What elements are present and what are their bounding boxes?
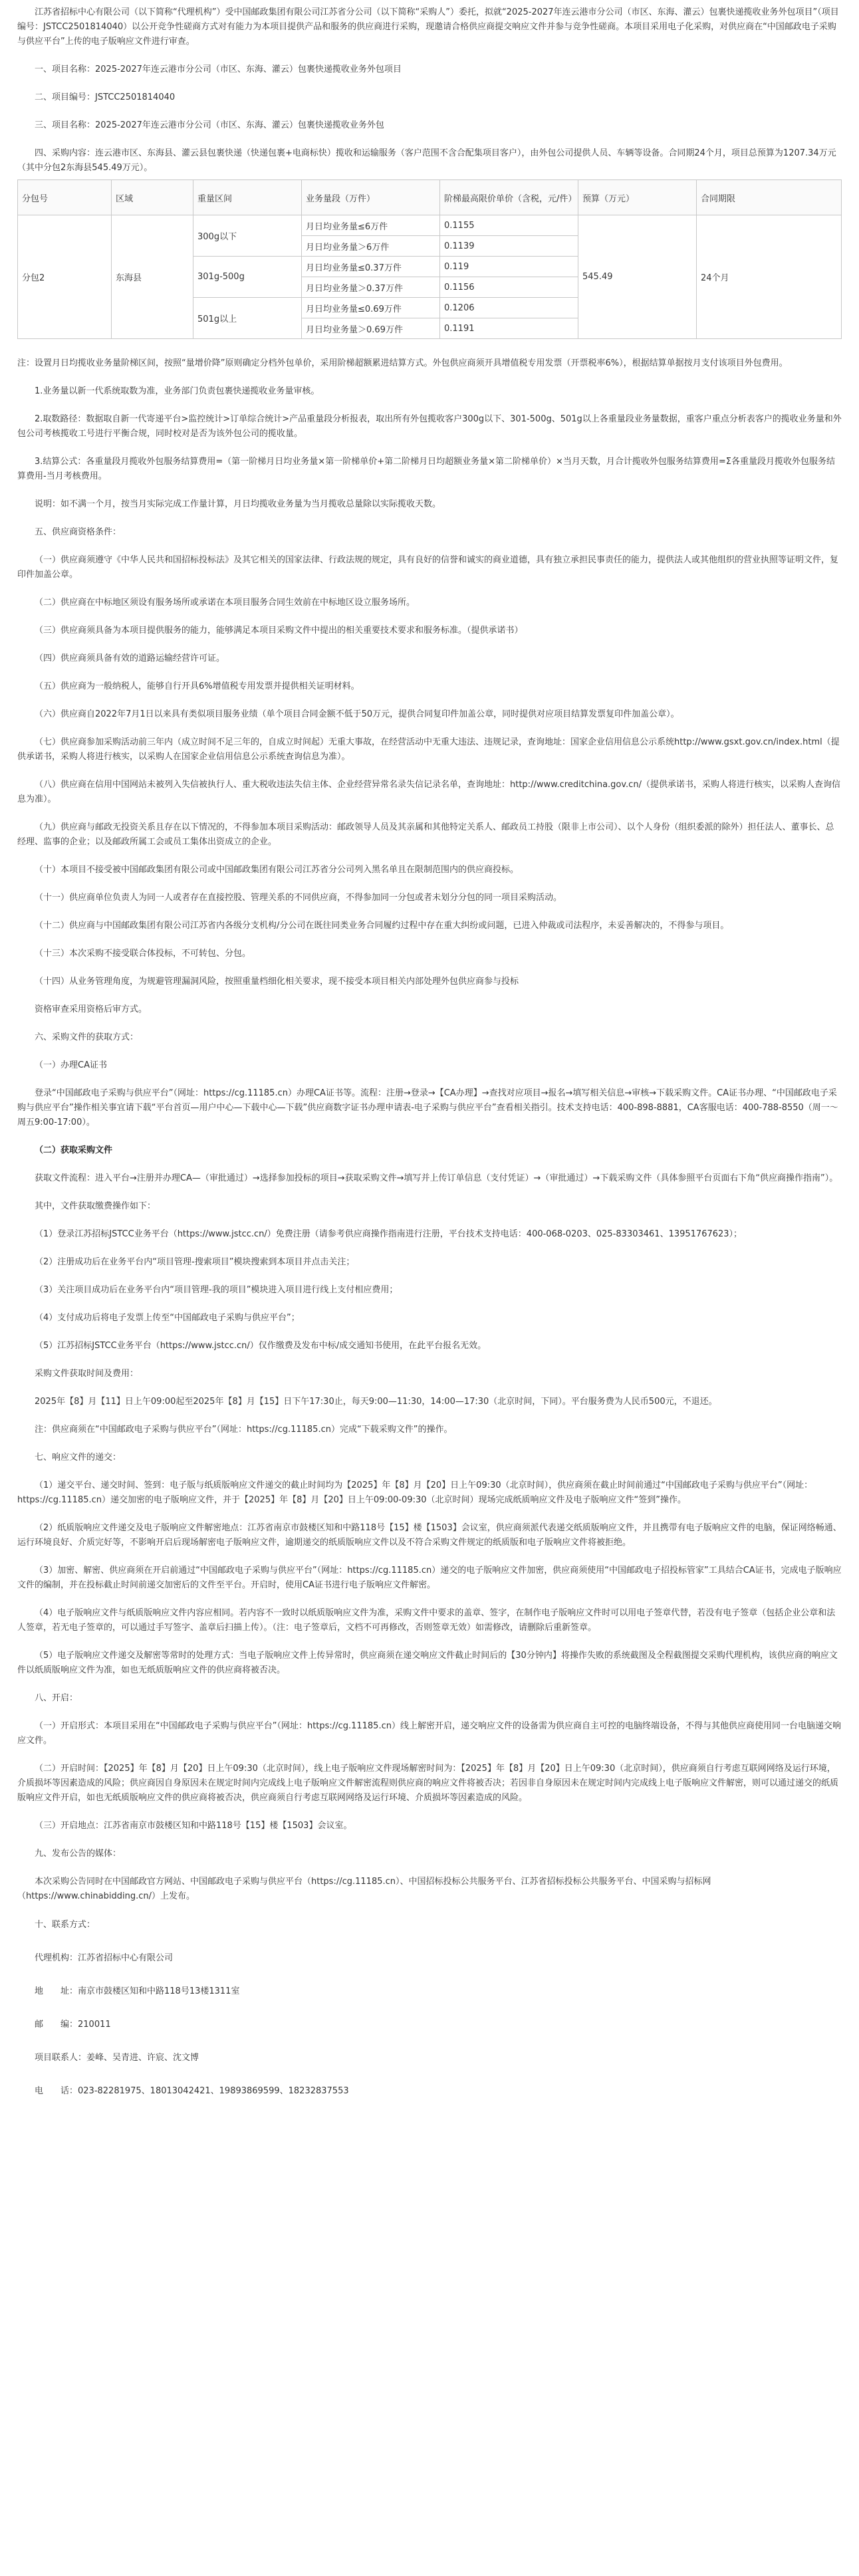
section-heading: 五、供应商资格条件： <box>35 527 122 537</box>
table-header: 区域 <box>112 180 193 215</box>
media-text: 本次采购公告同时在中国邮政官方网站、中国邮政电子采购与供应平台（https://cg.11185.cn）、中国招标投标公共服务平台、江苏省招标投标公共服务平台、中国采购与招标网（https://www.chinabidding.cn/）上发布。 <box>17 1877 711 1901</box>
section-heading: 九、发布公告的媒体： <box>35 1849 122 1859</box>
contact-phone: 电 话：023-82281975、18013042421、19893869599、18232837553 <box>35 2086 349 2096</box>
payment-steps-heading: 其中，文件获取缴费操作如下： <box>35 1201 156 1211</box>
qualification-item: （五）供应商为一般纳税人，能够自行开具6%增值税专用发票并提供相关证明材料。 <box>35 681 360 691</box>
qualification-item: （十三）本次采购不接受联合体投标，不可转包、分包。 <box>35 949 251 959</box>
settlement-note: 3.结算公式：各重量段月揽收外包服务结算费用=（第一阶梯月日均业务量×第一阶梯单价+第二阶梯月日均超额业务量×第二阶梯单价）×当月天数，月合计揽收外包服务结算费用=Σ各重量段月揽收外包服务结算费用-当月考核费用。 <box>17 457 835 481</box>
weight-cell: 501g以上 <box>193 298 302 339</box>
contact-block <box>17 1917 842 2099</box>
table-header: 业务量段（万件） <box>302 180 440 215</box>
submission-item: （4）电子版响应文件与纸质版响应文件内容应相同。若内容不一致时以纸质版响应文件为准，采购文件中要求的盖章、签字，在制作电子版响应文件时可以用电子签章代替，若没有电子签章（包括企业公章和法人签章，若无电子签章的，可以通过手写签字、盖章后扫描上传）。（注：电子签章后，文档不可再修改，否则签章无效）如需修改，请删除后重新签章。 <box>17 1608 836 1633</box>
acquire-process: 获取文件流程：进入平台→注册并办理CA—（审批通过）→选择参加投标的项目→获取采购文件→填写并上传订单信息（支付凭证）→（审批通过）→下载采购文件（具体参照平台页面右下角“供应商操作指南”）。 <box>35 1173 838 1183</box>
payment-step: （5）江苏招标JSTCC业务平台（https://www.jstcc.cn/）仅作缴费及发布中标/成交通知书使用，在此平台报名无效。 <box>35 1341 487 1351</box>
qualification-item: （四）供应商须具备有效的道路运输经营许可证。 <box>35 653 225 663</box>
payment-step: （3）关注项目成功后在业务平台内“项目管理-我的项目”模块进入项目进行线上支付相应费用； <box>35 1285 398 1295</box>
subsection-heading: （二）获取采购文件 <box>35 1145 113 1155</box>
qualification-item: （八）供应商在信用中国网站未被列入失信被执行人、重大税收违法失信主体、企业经营异常名录失信记录名单，查询地址：http://www.creditchina.gov.cn/（提供承诺书，采购人将进行核实，以采购人查询信息为准）。 <box>17 780 840 804</box>
volume-cell: 月日均业务量＞6万件 <box>302 236 440 257</box>
qualification-item: （十一）供应商单位负责人为同一人或者存在直接控股、管理关系的不同供应商，不得参加同一分包或者未划分分包的同一项目采购活动。 <box>35 893 562 903</box>
qualification-item: （十四）从业务管理角度，为规避管理漏洞风险，按照重量档细化相关要求，现不接受本项目相关内部处理外包供应商参与投标 <box>35 977 519 987</box>
opening-item: （一）开启形式：本项目采用在“中国邮政电子采购与供应平台”（网址：https://cg.11185.cn）线上解密开启，递交响应文件的设备需为供应商自主可控的电脑终端设备，不得与其他供应商使用同一台电脑递交响应文件。 <box>17 1721 841 1746</box>
volume-cell: 月日均业务量＞0.37万件 <box>302 277 440 298</box>
opening-item: （三）开启地点：江苏省南京市鼓楼区知和中路118号【15】楼【1503】会议室。 <box>35 1821 352 1831</box>
submission-item: （5）电子版响应文件递交及解密等常时的处理方式：当电子版响应文件上传异常时，供应商须在递交响应文件截止时间后的【30分钟内】将操作失败的系统截图及全程截图提交采购代理机构，该供应商的响应文件以纸质版响应文件为准，如也无纸质版响应文件的供应商将被否决。 <box>17 1651 838 1675</box>
price-cell: 0.1139 <box>440 236 578 257</box>
contact-address: 地 址：南京市鼓楼区知和中路118号13楼1311室 <box>35 1986 240 1996</box>
price-cell: 0.1206 <box>440 298 578 318</box>
payment-step: （1）登录江苏招标JSTCC业务平台（https://www.jstcc.cn/）免费注册（请参考供应商操作指南进行注册，平台技术支持电话：400-068-0203、025-83303461、13951767623）； <box>35 1229 743 1239</box>
price-cell: 0.1156 <box>440 277 578 298</box>
section-heading: 六、采购文件的获取方式： <box>35 1032 139 1042</box>
volume-cell: 月日均业务量≤6万件 <box>302 215 440 236</box>
table-header: 合同期限 <box>697 180 842 215</box>
table-header: 分包号 <box>18 180 112 215</box>
price-cell: 0.1191 <box>440 318 578 339</box>
volume-cell: 月日均业务量≤0.69万件 <box>302 298 440 318</box>
project-name-line: 一、项目名称：2025-2027年连云港市分公司（市区、东海、灌云）包裹快递揽收业务外包项目 <box>35 64 402 74</box>
volume-cell: 月日均业务量≤0.37万件 <box>302 257 440 277</box>
package-table <box>17 179 842 339</box>
contact-zip: 邮 编：210011 <box>35 2020 111 2030</box>
term-cell: 24个月 <box>697 215 842 339</box>
contact-people: 项目联系人：姜峰、吴青进、许宸、沈文博 <box>35 2053 199 2063</box>
project-title-line: 三、项目名称：2025-2027年连云港市分公司（市区、东海、灌云）包裹快递揽收业务外包 <box>35 120 384 130</box>
qualification-item: （二）供应商在中标地区须设有服务场所或承诺在本项目服务合同生效前在中标地区设立服务场所。 <box>35 598 416 608</box>
settlement-note: 1.业务量以新一代系统取数为准，业务部门负责包裹快递揽收业务量审核。 <box>35 386 320 396</box>
settlement-note: 注：设置月日均揽收业务量阶梯区间，按照“量增价降”原则确定分档外包单价，采用阶梯超额累进结算方式。外包供应商须开具增值税专用发票（开票税率6%），根据结算单据按月支付该项目外包费用。 <box>17 358 788 368</box>
table-header-row <box>18 180 842 215</box>
budget-cell: 545.49 <box>578 215 697 339</box>
platform-note: 注：供应商须在“中国邮政电子采购与供应平台”（网址：https://cg.11185.cn）完成“下载采购文件”的操作。 <box>35 1425 453 1435</box>
submission-item: （3）加密、解密、供应商须在开启前通过“中国邮政电子采购与供应平台”（网址：https://cg.11185.cn）递交的电子版响应文件加密，供应商须使用“中国邮政电子招投标管家”工具结合CA证书，完成电子版响应文件的编制，并在投标截止时间前递交加密后的文件至平台。开启时，使用CA证书进行电子版响应文件解密。 <box>17 1566 842 1590</box>
section-heading: 七、响应文件的递交： <box>35 1453 122 1463</box>
settlement-note: 说明：如不满一个月，按当月实际完成工作量计算，月日均揽收业务量为当月揽收总量除以实际揽收天数。 <box>35 499 441 509</box>
table-header: 重量区间 <box>193 180 302 215</box>
region-cell: 东海县 <box>112 215 193 339</box>
submission-item: （2）纸质版响应文件递交及电子版响应文件解密地点：江苏省南京市鼓楼区知和中路118号【15】楼【1503】会议室，供应商须派代表递交纸质版响应文件，并且携带有电子版响应文件的电脑，保证网络畅通、运行环境良好、介质完好等，不影响开启后现场解密电子版响应文件，逾期递交的纸质版响应文件以及不符合采购文件规定的纸质版和电子版响应文件将被拒绝。 <box>17 1523 842 1548</box>
qualification-item: （九）供应商与邮政无投资关系且存在以下情况的，不得参加本项目采购活动：邮政领导人员及其亲属和其他特定关系人、邮政员工持股（限非上市公司）、以个人身份（组织委派的除外）担任法人、董事长、总经理、监事的企业；以及邮政所属工会或员工集体出资成立的企业。 <box>17 822 834 847</box>
time-and-fee: 2025年【8】月【11】日上午09:00起至2025年【8】月【15】日下午17:30止，每天9:00—11:30，14:00—17:30（北京时间，下同）。平台服务费为人民币500元，不退还。 <box>35 1397 717 1407</box>
qualification-item: （三）供应商须具备为本项目提供服务的能力，能够满足本项目采购文件中提出的相关重要技术要求和服务标准。（提供承诺书） <box>35 626 523 636</box>
weight-cell: 301g-500g <box>193 257 302 298</box>
settlement-note: 2.取数路径：数据取自新一代寄递平台>监控统计>订单综合统计>产品重量段分析报表，取出所有外包揽收客户300g以下、301-500g、501g以上各重量段业务量数据，重客户重点分析表客户的揽收业务量和外包公司考核揽收工号进行平衡合规，同时校对是否为该外包公司的揽收量。 <box>17 414 842 439</box>
procurement-content: 四、采购内容：连云港市区、东海县、灌云县包裹快递（快递包裹+电商标快）揽收和运输服务（客户范围不含合配集项目客户），由外包公司提供人员、车辆等设备。合同期24个月，项目总预算为1207.34万元（其中分包2东海县545.49万元）。 <box>17 148 836 173</box>
table-header: 预算（万元） <box>578 180 697 215</box>
ca-instructions: 登录“中国邮政电子采购与供应平台”（网址：https://cg.11185.cn）办理CA证书等。流程：注册→登录→【CA办理】→查找对应项目→报名→填写相关信息→审核→下载采购文件。CA证书办理、“中国邮政电子采购与供应平台”操作相关事宜请下载“平台首页—用户中心—下载中心—下载”供应商数字证书办理申请表-电子采购与供应平台”查看相关指引。技术支持电话：400-898-8881，CA客服电话：400-788-8550（周一～周五9:00-17:00）。 <box>17 1088 838 1127</box>
volume-cell: 月日均业务量＞0.69万件 <box>302 318 440 339</box>
opening-item: （二）开启时间：【2025】年【8】月【20】日上午09:30（北京时间），线上电子版响应文件现场解密时间为：【2025】年【8】月【20】日上午09:30（北京时间），供应商须自行考虑互联网网络及运行环境，介质损坏等因素造成的风险；供应商因自身原因未在规定时间内完成线上电子版响应文件解密流程则供应商的响应文件将被否决；若因非自身原因未在规定时间内完成线上电子版响应文件解密，则可以通过递交的纸质版响应文件开启，如也无纸质版响应文件的供应商将被否决，供应商须自行考虑互联网网络及运行环境、介质损坏等因素造成的风险。 <box>17 1764 839 1803</box>
qualification-item: （十二）供应商与中国邮政集团有限公司江苏省内各级分支机构/分公司在既往同类业务合同履约过程中存在重大纠纷或问题，已进入仲裁或司法程序，未妥善解决的，不得参与项目。 <box>35 921 729 931</box>
price-cell: 0.119 <box>440 257 578 277</box>
qualification-item: （七）供应商参加采购活动前三年内（成立时间不足三年的，自成立时间起）无重大事故，在经营活动中无重大违法、违规记录，查询地址：国家企业信用信息公示系统http://www.gsxt.gov.cn/index.html（提供承诺书，采购人将进行核实，以采购人在国家企业信用信息公示系统查询信息为准）。 <box>17 737 840 762</box>
table-header: 阶梯最高限价单价（含税，元/件） <box>440 180 578 215</box>
project-number-line: 二、项目编号：JSTCC2501814040 <box>35 92 176 102</box>
subsection-heading: （一）办理CA证书 <box>35 1060 107 1070</box>
intro-paragraph: 江苏省招标中心有限公司（以下简称“代理机构”）受中国邮政集团有限公司江苏省分公司（以下简称“采购人”）委托，拟就“2025-2027年连云港市分公司（市区、东海、灌云）包裹快递揽收业务外包项目”（项目编号：JSTCC2501814040）以公开竞争性磋商方式对有能力为本项目提供产品和服务的供应商进行采购，现邀请合格供应商提交响应文件并参与竞争性磋商。本项目采用电子化采购，对供应商在“中国邮政电子采购与供应平台”上传的电子版响应文件进行审查。 <box>17 7 839 47</box>
qualification-item: （一）供应商须遵守《中华人民共和国招标投标法》及其它相关的国家法律、行政法规的规定，具有良好的信誉和诚实的商业道德，具有独立承担民事责任的能力，提供法人或其他组织的营业执照等证明文件，复印件加盖公章。 <box>17 555 839 580</box>
weight-cell: 300g以下 <box>193 215 302 257</box>
qualification-item: （六）供应商自2022年7月1日以来具有类似项目服务业绩（单个项目合同金额不低于50万元，提供合同复印件加盖公章，同时提供对应项目结算发票复印件加盖公章）。 <box>35 709 679 719</box>
contact-agency: 代理机构：江苏省招标中心有限公司 <box>35 1953 174 1963</box>
price-cell: 0.1155 <box>440 215 578 236</box>
section-heading: 八、开启： <box>35 1693 78 1703</box>
table-row <box>18 215 842 236</box>
payment-step: （4）支付成功后将电子发票上传至“中国邮政电子采购与供应平台”； <box>35 1313 300 1323</box>
package-cell: 分包2 <box>18 215 112 339</box>
section-heading: 十、联系方式： <box>35 1920 96 1930</box>
qualification-item: （十）本项目不接受被中国邮政集团有限公司或中国邮政集团有限公司江苏省分公司列入黑名单且在限制范围内的供应商投标。 <box>35 865 519 875</box>
submission-item: （1）递交平台、递交时间、签到：电子版与纸质版响应文件递交的截止时间均为【2025】年【8】月【20】日上午09:30（北京时间），供应商须在截止时间前通过“中国邮政电子采购与供应平台”（网址：https://cg.11185.cn）递交加密的电子版响应文件，并于【2025】年【8】月【20】日上午09:00-09:30（北京时间）现场完成纸质响应文件及电子版响应文件“签到”操作。 <box>17 1480 813 1505</box>
qualification-item: 资格审查采用资格后审方式。 <box>35 1004 148 1014</box>
time-heading: 采购文件获取时间及费用： <box>35 1369 139 1379</box>
payment-step: （2）注册成功后在业务平台内“项目管理-搜索项目”模块搜索到本项目并点击关注； <box>35 1257 355 1267</box>
